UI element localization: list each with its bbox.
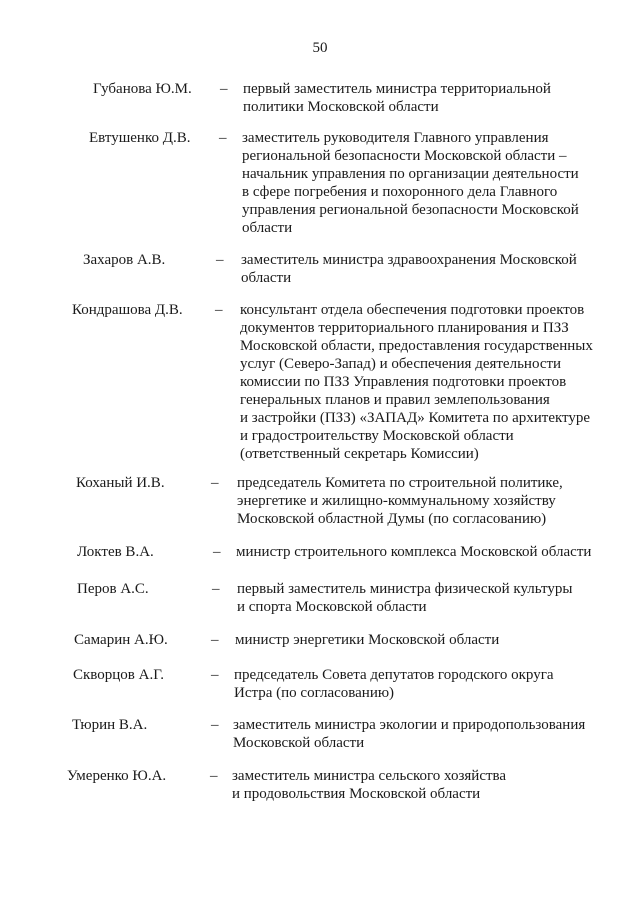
position-line: Московской области [233, 735, 365, 751]
page-number: 50 [312, 40, 328, 56]
dash-separator: – [211, 475, 219, 491]
position-line: генеральных планов и правил землепользования [240, 392, 550, 408]
member-position [235, 631, 615, 649]
dash-separator: – [213, 544, 221, 560]
dash-separator: – [212, 581, 220, 597]
position-line: области [242, 220, 293, 236]
position-line: и застройки (ПЗЗ) «ЗАПАД» Комитета по архитектуре [240, 410, 591, 426]
member-name: Евтушенко Д.В. [89, 130, 191, 146]
member-name: Кондрашова Д.В. [72, 302, 183, 318]
position-line: председатель Комитета по строительной политике, [237, 475, 563, 491]
position-line: заместитель министра здравоохранения Московской [241, 252, 577, 268]
dash-separator: – [210, 768, 218, 784]
position-line: управления региональной безопасности Московской [242, 202, 579, 218]
position-line: первый заместитель министра физической культуры [237, 581, 573, 597]
position-line: (ответственный секретарь Комиссии) [240, 446, 479, 462]
member-position [233, 716, 613, 752]
member-name: Захаров А.В. [83, 252, 166, 268]
member-position [242, 129, 622, 237]
member-position [237, 474, 617, 528]
member-name: Скворцов А.Г. [73, 667, 164, 683]
member-position [232, 767, 612, 803]
dash-separator: – [216, 252, 224, 268]
position-line: региональной безопасности Московской области – [242, 148, 567, 164]
member-position [243, 80, 623, 116]
position-line: Московской области, предоставления государственных [240, 338, 593, 354]
member-name: Коханый И.В. [76, 475, 165, 491]
member-name: Умеренко Ю.А. [67, 768, 167, 784]
member-name: Перов А.С. [77, 581, 149, 597]
position-line: политики Московской области [243, 99, 439, 115]
position-line: заместитель министра сельского хозяйства [232, 768, 507, 784]
position-line: консультант отдела обеспечения подготовки проектов [240, 302, 585, 318]
member-name: Самарин А.Ю. [74, 632, 168, 648]
dash-separator: – [215, 302, 223, 318]
member-position [240, 301, 620, 463]
member-name: Локтев В.А. [77, 544, 154, 560]
position-line: в сфере погребения и похоронного дела Главного [242, 184, 558, 200]
dash-separator: – [220, 81, 228, 97]
member-position [236, 543, 616, 561]
dash-separator: – [211, 667, 219, 683]
position-line: начальник управления по организации деятельности [242, 166, 579, 182]
position-line: Московской областной Думы (по согласованию) [237, 511, 547, 527]
position-line: услуг (Северо-Запад) и обеспечения деятельности [240, 356, 562, 372]
position-line: министр энергетики Московской области [235, 632, 500, 648]
position-line: области [241, 270, 292, 286]
position-line: комиссии по ПЗЗ Управления подготовки проектов [240, 374, 567, 390]
dash-separator: – [211, 717, 219, 733]
member-name: Губанова Ю.М. [93, 81, 192, 97]
member-position [241, 251, 621, 287]
position-line: Истра (по согласованию) [234, 685, 395, 701]
member-position [234, 666, 614, 702]
position-line: и градостроительству Московской области [240, 428, 514, 444]
dash-separator: – [219, 130, 227, 146]
member-position [237, 580, 617, 616]
dash-separator: – [211, 632, 219, 648]
position-line: и продовольствия Московской области [232, 786, 481, 802]
position-line: документов территориального планирования и ПЗЗ [240, 320, 569, 336]
position-line: заместитель руководителя Главного управления [242, 130, 549, 146]
position-line: и спорта Московской области [237, 599, 427, 615]
member-name: Тюрин В.А. [72, 717, 148, 733]
position-line: председатель Совета депутатов городского округа [234, 667, 554, 683]
position-line: энергетике и жилищно-коммунальному хозяйству [237, 493, 556, 509]
position-line: первый заместитель министра территориальной [243, 81, 551, 97]
position-line: министр строительного комплекса Московской области [236, 544, 592, 560]
position-line: заместитель министра экологии и природопользования [233, 717, 586, 733]
